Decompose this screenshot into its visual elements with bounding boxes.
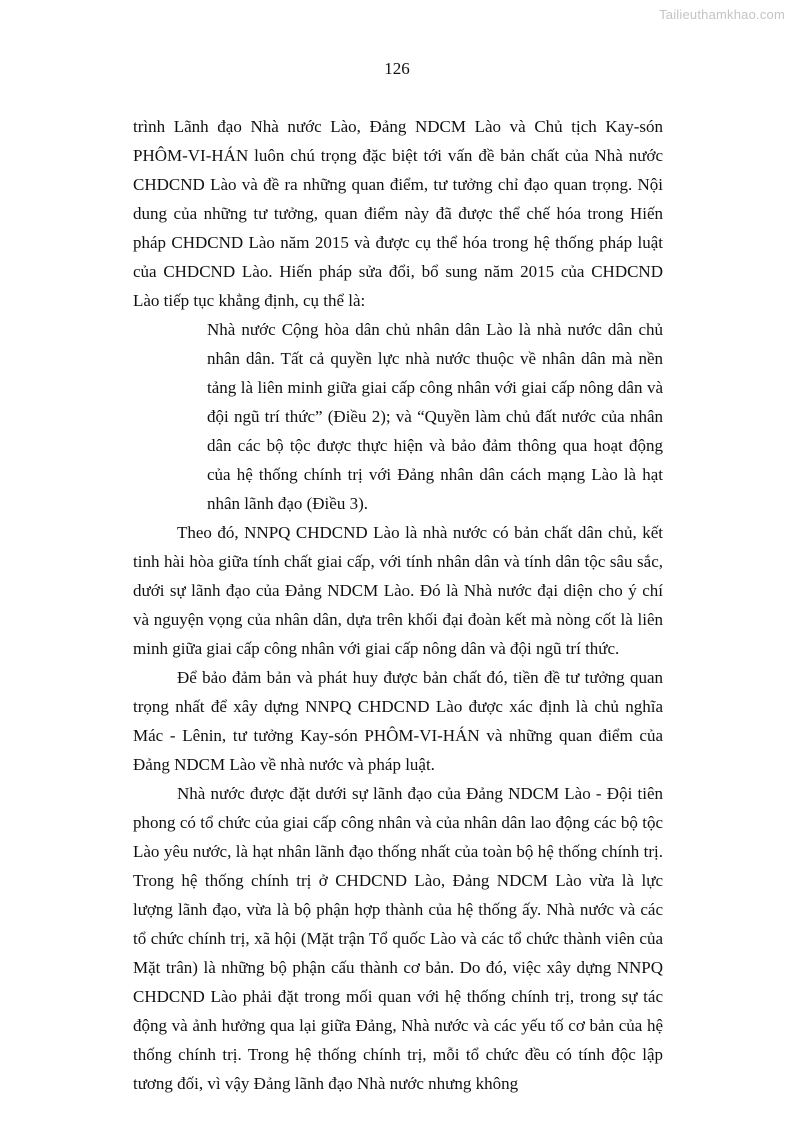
document-body (133, 112, 663, 1098)
paragraph-intro: trình Lãnh đạo Nhà nước Lào, Đảng NDCM Lào và Chủ tịch Kay-són PHÔM-VI-HÁN luôn chú trọng đặc biệt tới vấn đề bản chất của Nhà nước CHDCND Lào và đề ra những quan điểm, tư tưởng chỉ đạo quan trọng. Nội dung của những tư tưởng, quan điểm này đã được thể chế hóa trong Hiến pháp CHDCND Lào năm 2015 và được cụ thể hóa trong hệ thống pháp luật của CHDCND Lào. Hiến pháp sửa đổi, bổ sung năm 2015 của CHDCND Lào tiếp tục khẳng định, cụ thể là: (133, 117, 663, 310)
paragraph-nature: Theo đó, NNPQ CHDCND Lào là nhà nước có bản chất dân chủ, kết tinh hài hòa giữa tính chất giai cấp, với tính nhân dân và tính dân tộc sâu sắc, dưới sự lãnh đạo của Đảng NDCM Lào. Đó là Nhà nước đại diện cho ý chí và nguyện vọng của nhân dân, dựa trên khối đại đoàn kết mà nòng cốt là liên minh giữa giai cấp công nhân với giai cấp nông dân và đội ngũ trí thức. (133, 523, 663, 658)
constitution-quote: Nhà nước Cộng hòa dân chủ nhân dân Lào là nhà nước dân chủ nhân dân. Tất cả quyền lực nhà nước thuộc về nhân dân mà nền tảng là liên minh giữa giai cấp công nhân với giai cấp nông dân và đội ngũ trí thức” (Điều 2); và “Quyền làm chủ đất nước của nhân dân các bộ tộc được thực hiện và bảo đảm thông qua hoạt động của hệ thống chính trị với Đảng nhân dân cách mạng Lào là hạt nhân lãnh đạo (Điều 3). (207, 320, 663, 513)
watermark: Tailieuthamkhao.com (659, 7, 785, 22)
paragraph-ideology: Để bảo đảm bản và phát huy được bản chất đó, tiền đề tư tưởng quan trọng nhất để xây dựng NNPQ CHDCND Lào được xác định là chủ nghĩa Mác - Lênin, tư tưởng Kay-són PHÔM-VI-HÁN và những quan điểm của Đảng NDCM Lào về nhà nước và pháp luật. (133, 668, 663, 774)
paragraph-leadership: Nhà nước được đặt dưới sự lãnh đạo của Đảng NDCM Lào - Đội tiên phong có tổ chức của giai cấp công nhân và của nhân dân lao động các bộ tộc Lào yêu nước, là hạt nhân lãnh đạo thống nhất của toàn bộ hệ thống chính trị. Trong hệ thống chính trị ở CHDCND Lào, Đảng NDCM Lào vừa là lực lượng lãnh đạo, vừa là bộ phận hợp thành của hệ thống ấy. Nhà nước và các tổ chức chính trị, xã hội (Mặt trận Tổ quốc Lào và các tổ chức thành viên của Mặt trân) là những bộ phận cấu thành cơ bản. Do đó, việc xây dựng NNPQ CHDCND Lào phải đặt trong mối quan với hệ thống chính trị, trong sự tác động và ảnh hưởng qua lại giữa Đảng, Nhà nước và các yếu tố cơ bản của hệ thống chính trị. Trong hệ thống chính trị, mỗi tổ chức đều có tính độc lập tương đối, vì vậy Đảng lãnh đạo Nhà nước nhưng không (133, 784, 663, 1093)
page-number: 126 (384, 59, 410, 78)
